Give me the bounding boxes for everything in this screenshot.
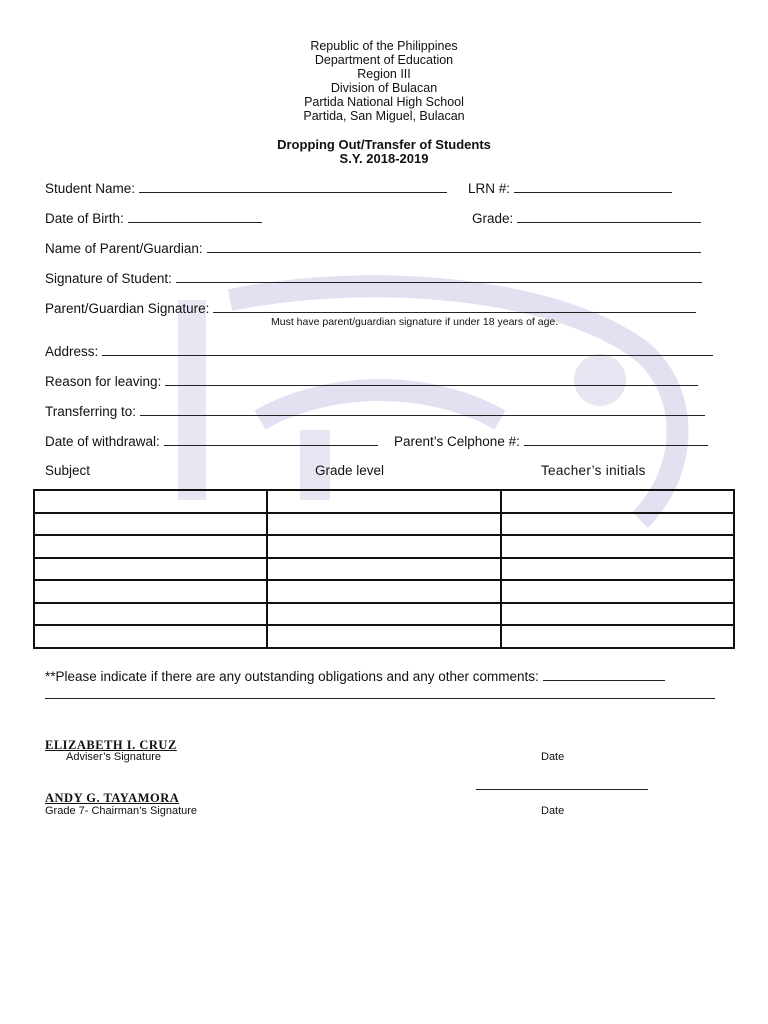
table-cell[interactable] (267, 625, 500, 648)
parent-signature-note: Must have parent/guardian signature if under 18 years of age. (271, 316, 559, 328)
date-of-birth-field[interactable] (45, 210, 262, 226)
transferring-to-field[interactable] (45, 403, 705, 419)
grade-label: Grade: (472, 211, 514, 226)
parent-cellphone-label: Parent’s Celphone #: (394, 434, 520, 449)
table-cell[interactable] (34, 535, 267, 558)
date-of-withdrawal-label: Date of withdrawal: (45, 434, 160, 449)
table-cell[interactable] (501, 603, 734, 626)
column-header-grade-level: Grade level (315, 463, 385, 478)
parent-cellphone-field[interactable] (394, 433, 708, 449)
student-name-field[interactable] (45, 180, 447, 196)
school-year: S.Y. 2018-2019 (339, 151, 429, 166)
student-signature-label: Signature of Student: (45, 271, 172, 286)
table-row (34, 490, 734, 513)
header-line-address: Partida, San Miguel, Bulacan (303, 109, 465, 123)
student-name-label: Student Name: (45, 181, 136, 196)
header-line-republic: Republic of the Philippines (310, 39, 458, 53)
table-cell[interactable] (267, 558, 500, 581)
adviser-name: ELIZABETH I. CRUZ (45, 738, 177, 752)
adviser-date-label: Date (541, 751, 565, 763)
header-line-school: Partida National High School (304, 95, 464, 109)
address-label: Address: (45, 344, 99, 359)
column-header-subject: Subject (45, 463, 91, 478)
date-of-withdrawal-field[interactable] (45, 433, 378, 449)
table-cell[interactable] (267, 603, 500, 626)
header-line-division: Division of Bulacan (330, 81, 438, 95)
parent-signature-field[interactable] (45, 300, 696, 316)
comments-label: **Please indicate if there are any outstanding obligations and any other comments: (45, 669, 539, 684)
comments-continuation-line[interactable] (45, 698, 715, 699)
table-row (34, 580, 734, 603)
parent-name-label: Name of Parent/Guardian: (45, 241, 203, 256)
lrn-field[interactable] (468, 180, 672, 196)
comments-field[interactable] (45, 668, 665, 684)
chairman-name: ANDY G. TAYAMORA (45, 791, 180, 805)
student-signature-field[interactable] (45, 270, 702, 286)
chairman-signature-label: Grade 7- Chairman’s Signature (45, 805, 198, 817)
column-header-teacher-initials: Teacher’s initials (541, 463, 646, 478)
table-cell[interactable] (501, 625, 734, 648)
table-cell[interactable] (501, 513, 734, 536)
table-cell[interactable] (34, 490, 267, 513)
table-cell[interactable] (34, 558, 267, 581)
parent-name-field[interactable] (45, 240, 701, 256)
reason-label: Reason for leaving: (45, 374, 162, 389)
table-row (34, 535, 734, 558)
parent-signature-label: Parent/Guardian Signature: (45, 301, 210, 316)
adviser-signature-label: Adviser’s Signature (66, 751, 161, 763)
table-cell[interactable] (34, 513, 267, 536)
header-line-region: Region III (357, 67, 411, 81)
transferring-to-label: Transferring to: (45, 404, 137, 419)
grade-field[interactable] (472, 210, 701, 226)
table-cell[interactable] (267, 535, 500, 558)
header-line-department: Department of Education (314, 53, 454, 67)
table-cell[interactable] (34, 625, 267, 648)
table-cell[interactable] (267, 490, 500, 513)
chairman-date-line[interactable] (476, 789, 648, 790)
table-cell[interactable] (501, 490, 734, 513)
chairman-date-label: Date (541, 805, 565, 817)
table-cell[interactable] (501, 558, 734, 581)
table-cell[interactable] (501, 535, 734, 558)
table-row (34, 558, 734, 581)
reason-field[interactable] (45, 373, 698, 389)
table-cell[interactable] (267, 580, 500, 603)
table-cell[interactable] (34, 580, 267, 603)
table-row (34, 513, 734, 536)
date-of-birth-label: Date of Birth: (45, 211, 124, 226)
table-row (34, 603, 734, 626)
form-title: Dropping Out/Transfer of Students (277, 137, 491, 152)
subject-table (33, 489, 735, 649)
table-cell[interactable] (267, 513, 500, 536)
lrn-label: LRN #: (468, 181, 511, 196)
table-row (34, 625, 734, 648)
address-field[interactable] (45, 343, 713, 359)
table-cell[interactable] (34, 603, 267, 626)
table-cell[interactable] (501, 580, 734, 603)
